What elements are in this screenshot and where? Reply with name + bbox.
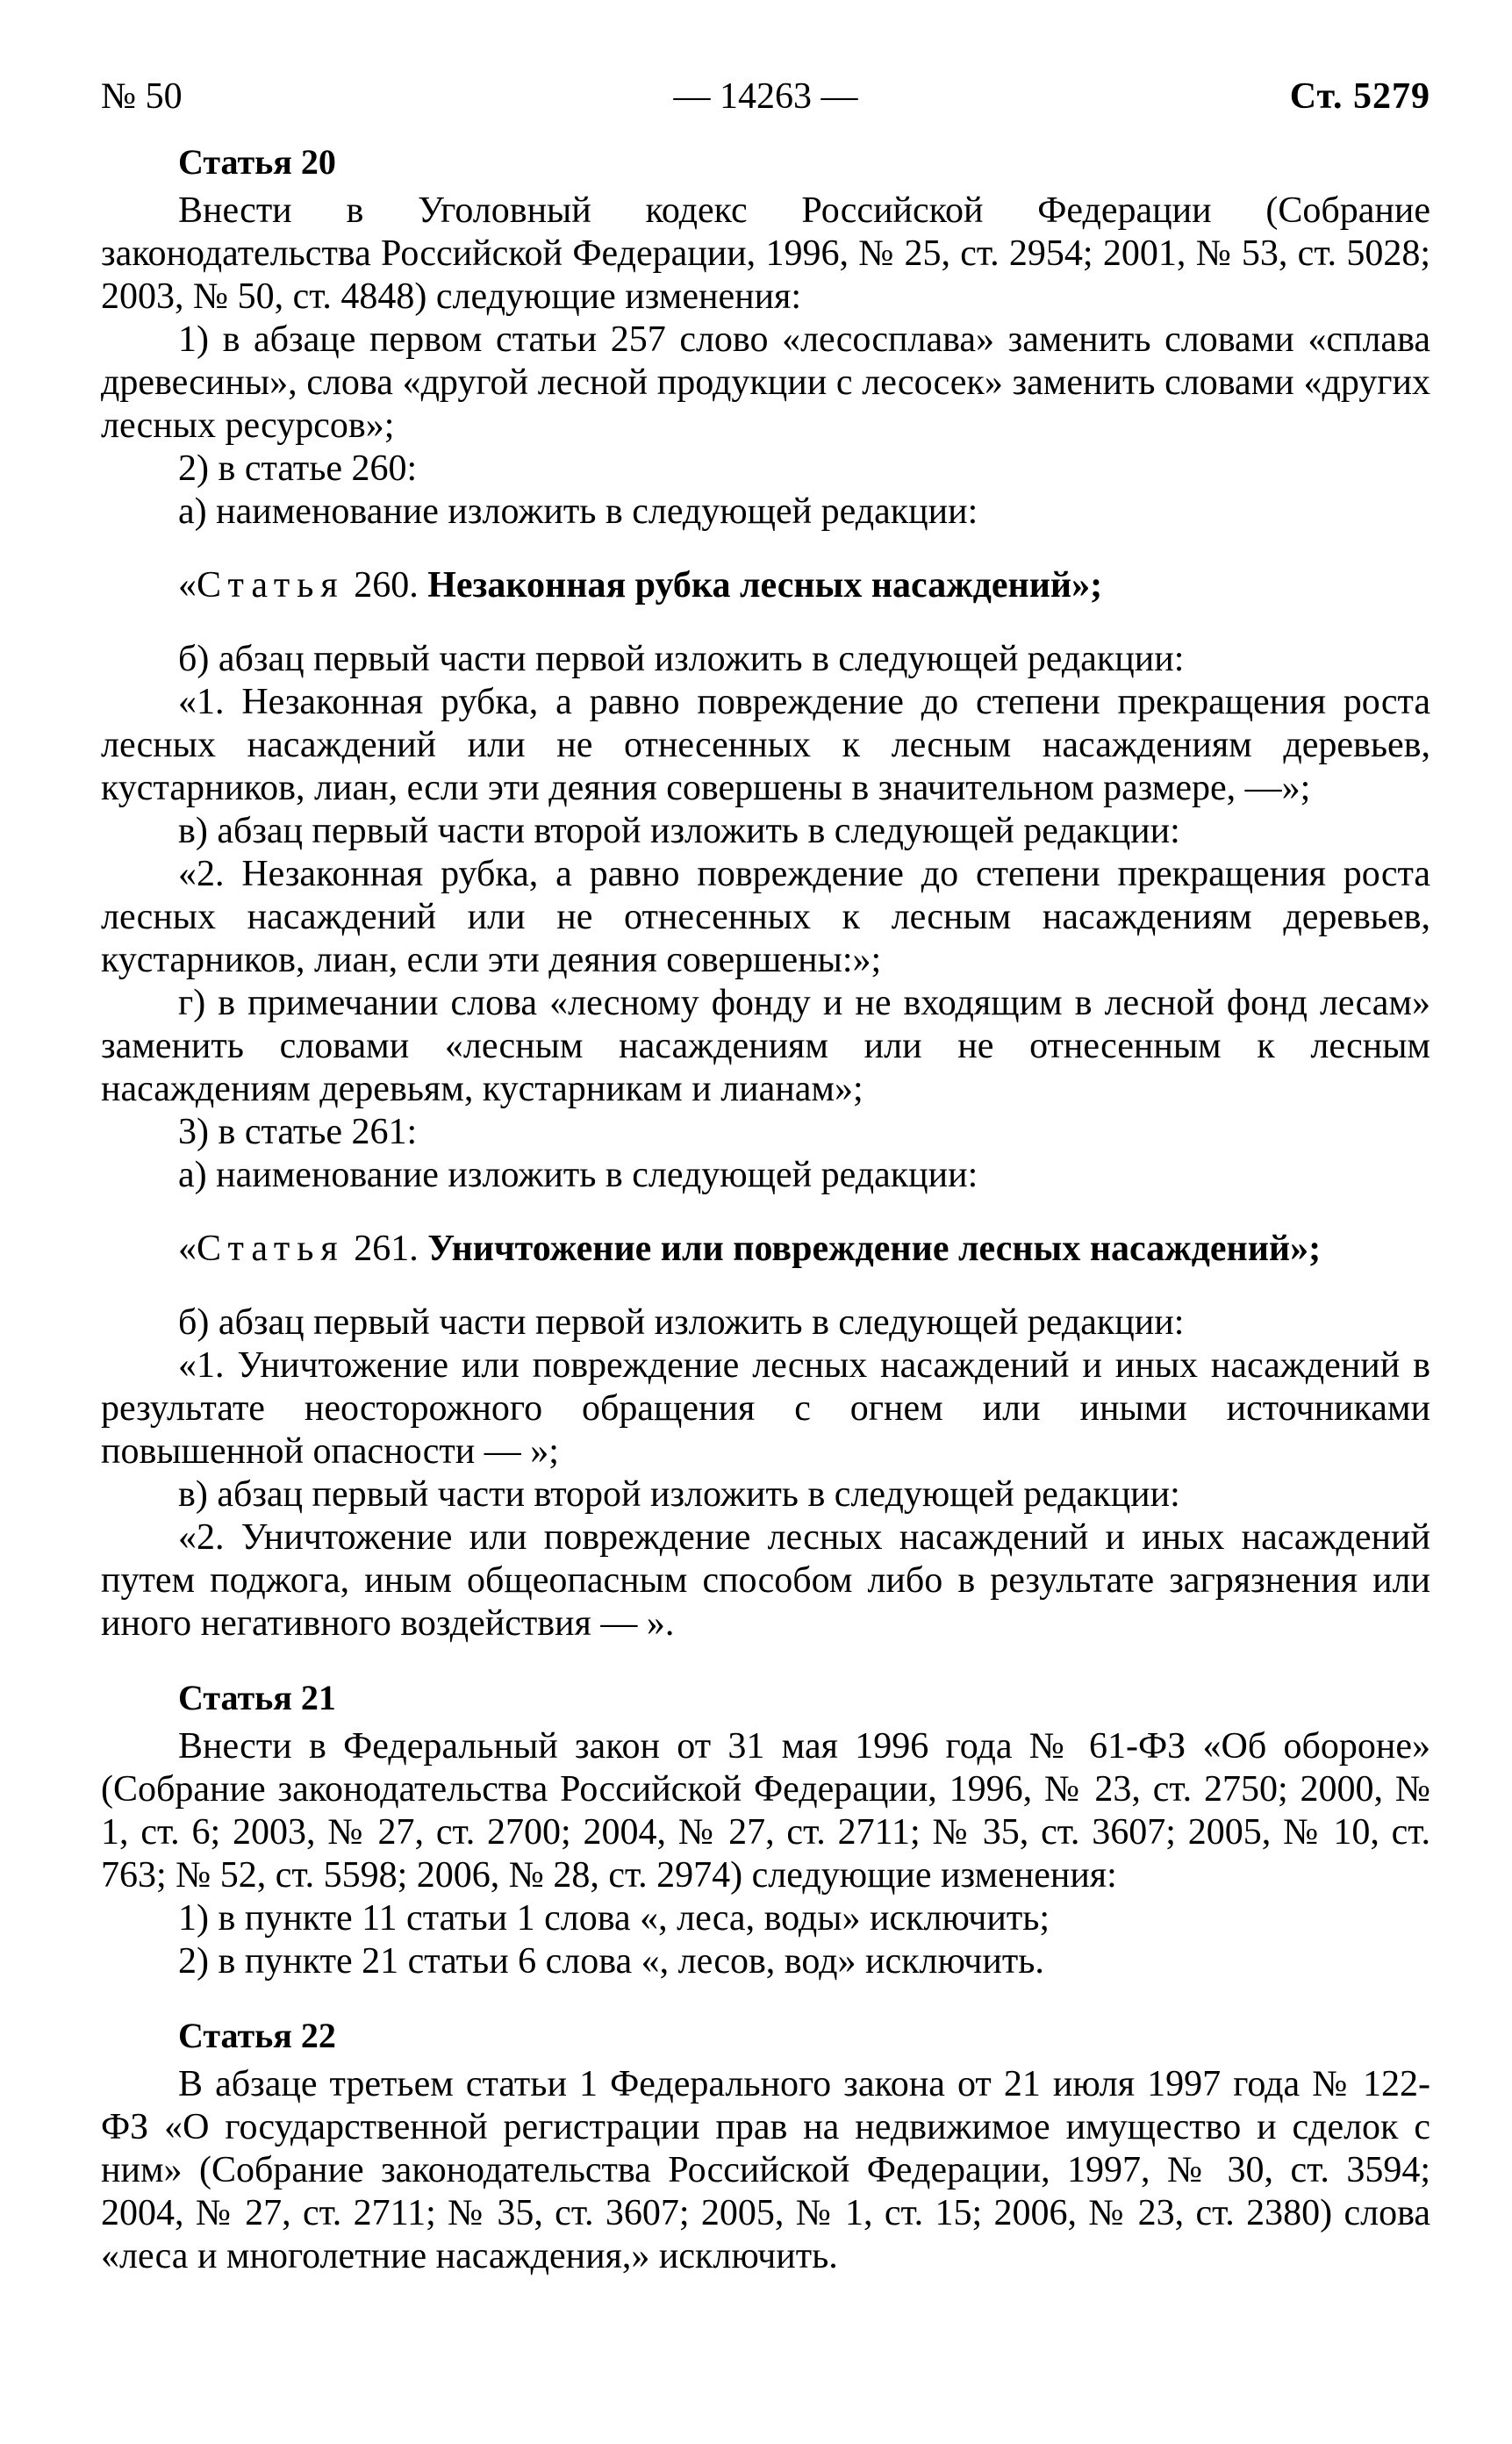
article-20-heading: Статья 20 (178, 142, 336, 182)
article-21-intro: Внести в Федеральный закон от 31 мая 1996 года № 61-ФЗ «Об обороне» (Собрание законодательства Российской Федерации, 1996, № 23, ст. 2750; 2000, № 1, ст. 6; 2003, № 27, ст. 2700; 2004, № 27, ст. 2711; № 35, ст. 3607; 2005, № 10, ст. 763; № 52, ст. 5598; 2006, № 28, ст. 2974) следующие изменения: (101, 1726, 1430, 1896)
quote-article-word: Статья (197, 1229, 345, 1269)
issue-number: № 50 (101, 76, 183, 117)
article-260-title-quote (101, 564, 1430, 607)
quote-open: « (178, 1229, 197, 1269)
article-20-item-3: 3) в статье 261: (178, 1112, 418, 1152)
article-20-item-2b-text: «1. Незаконная рубка, а равно повреждение до степени прекращения роста лесных насаждений или не отнесенных к лесным насаждениям деревьев, кустарников, лиан, если эти деяния совершены в значительном размере, —»; (101, 682, 1430, 808)
quote-article-number: 260. (344, 565, 428, 606)
article-20-item-3v: в) абзац первый части второй изложить в следующей редакции: (178, 1474, 1180, 1515)
quote-open: « (178, 565, 197, 606)
quote-article-word: Статья (197, 565, 345, 606)
article-reference: Ст. 5279 (1289, 76, 1430, 117)
article-20-item-2b: б) абзац первый части первой изложить в следующей редакции: (178, 639, 1185, 679)
article-21-item-2: 2) в пункте 21 статьи 6 слова «, лесов, вод» исключить. (178, 1941, 1044, 1982)
article-21-item-1: 1) в пункте 11 статьи 1 слова «, леса, воды» исключить; (178, 1898, 1050, 1939)
article-20-item-3a: а) наименование изложить в следующей редакции: (178, 1155, 978, 1195)
article-20-item-2v-text: «2. Незаконная рубка, а равно повреждение до степени прекращения роста лесных насаждений или не отнесенных к лесным насаждениям деревьев, кустарников, лиан, если эти деяния совершены:»; (101, 854, 1430, 980)
article-20-item-2g: г) в примечании слова «лесному фонду и не входящим в лесной фонд лесам» заменить словами «лесным насаждениям или не отнесенным к лесным насаждениям деревьям, кустарникам и лианам»; (101, 983, 1430, 1109)
page-header (101, 70, 1430, 123)
article-21-heading: Статья 21 (178, 1678, 336, 1717)
article-20-item-2a: а) наименование изложить в следующей редакции: (178, 491, 978, 532)
quote-article-number: 261. (344, 1229, 428, 1269)
article-20-intro: Внести в Уголовный кодекс Российской Федерации (Собрание законодательства Российской Федерации, 1996, № 25, ст. 2954; 2001, № 53, ст. 5028; 2003, № 50, ст. 4848) следующие изменения: (101, 190, 1430, 317)
document-body (101, 140, 1430, 2278)
article-20-item-3v-text: «2. Уничтожение или повреждение лесных насаждений и иных насаждений путем поджога, иным общеопасным способом либо в результате загрязнения или иного негативного воздействия — ». (101, 1517, 1430, 1644)
article-22-heading: Статья 22 (178, 2016, 336, 2055)
article-20-item-2v: в) абзац первый части второй изложить в следующей редакции: (178, 811, 1180, 851)
article-20-item-1: 1) в абзаце первом статьи 257 слово «лесосплава» заменить словами «сплава древесины», слова «другой лесной продукции с лесосек» заменить словами «других лесных ресурсов»; (101, 319, 1430, 446)
article-20-item-2: 2) в статье 260: (178, 448, 418, 489)
article-20-item-3b: б) абзац первый части первой изложить в следующей редакции: (178, 1302, 1185, 1343)
quote-article-title: Уничтожение или повреждение лесных насаждений»; (427, 1229, 1322, 1269)
page-number: — 14263 — (673, 76, 858, 117)
article-20-item-3b-text: «1. Уничтожение или повреждение лесных насаждений и иных насаждений в результате неосторожного обращения с огнем или иными источниками повышенной опасности — »; (101, 1345, 1430, 1472)
article-261-title-quote (101, 1228, 1430, 1271)
article-22-text: В абзаце третьем статьи 1 Федерального закона от 21 июля 1997 года № 122-ФЗ «О государственной регистрации прав на недвижимое имущество и сделок с ним» (Собрание законодательства Российской Федерации, 1997, № 30, ст. 3594; 2004, № 27, ст. 2711; № 35, ст. 3607; 2005, № 1, ст. 15; 2006, № 23, ст. 2380) слова «леса и многолетние насаждения,» исключить. (101, 2064, 1430, 2276)
quote-article-title: Незаконная рубка лесных насаждений»; (427, 565, 1103, 606)
